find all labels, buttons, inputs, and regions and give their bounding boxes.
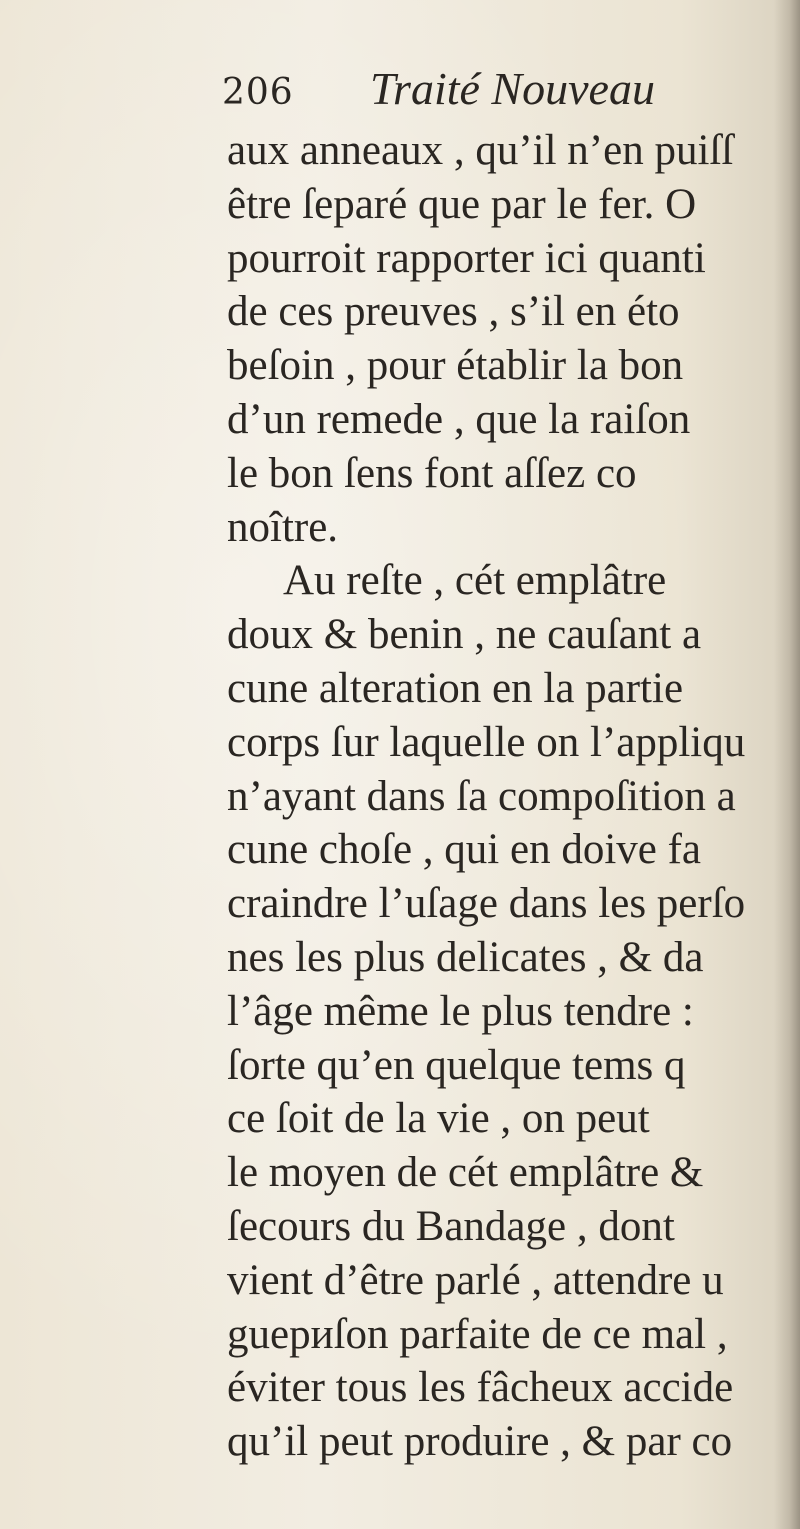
text-line: cune alteration en la partie <box>227 664 684 712</box>
text-line: ſecours du Bandage , dont <box>227 1202 675 1250</box>
text-line: beſoin , pour établir la bon <box>227 342 684 390</box>
text-line: craindre l’uſage dans les perſo <box>227 880 746 928</box>
text-line: d’un remede , que la raiſon <box>227 395 691 443</box>
text-line: le moyen de cét emplâtre & <box>227 1149 704 1197</box>
text-line: de ces preuves , s’il en éto <box>227 288 680 336</box>
paragraph-start-line: Au reſte , cét emplâtre <box>283 557 667 605</box>
text-line: ſorte qu’en quelque tems q <box>227 1041 686 1089</box>
text-line: aux anneaux , qu’il n’en puiſſ <box>227 127 734 174</box>
text-line: pourroit rapporter ici quanti <box>227 234 706 282</box>
text-line: corps ſur laquelle on l’appliqu <box>227 718 746 766</box>
text-line: éviter tous les fâcheux accide <box>227 1364 734 1412</box>
page-number: 206 <box>222 72 294 113</box>
text-line: nes les plus delicates , & da <box>227 933 704 981</box>
text-line: le bon ſens font aſſez co <box>227 449 637 497</box>
text-line: n’ayant dans ſa compoſition a <box>227 772 736 820</box>
text-line: qu’il peut produire , & par co <box>227 1418 733 1466</box>
text-line: guериſon parfaite de ce mal , <box>227 1310 728 1358</box>
text-line: ce ſoit de la vie , on peut <box>227 1095 650 1143</box>
text-line: vient d’être parlé , attendre u <box>227 1256 724 1304</box>
text-line: noître. <box>227 503 339 551</box>
text-line: cune choſe , qui en doive fa <box>227 826 702 874</box>
body-text <box>227 124 800 1469</box>
text-line: l’âge même le plus tendre : <box>227 987 694 1035</box>
running-title: Traité Nouveau <box>370 63 655 114</box>
text-line: doux & benin , ne cauſant a <box>227 611 702 659</box>
text-line: être ſeparé que par le fer. O <box>227 180 697 228</box>
page-header <box>222 62 782 122</box>
